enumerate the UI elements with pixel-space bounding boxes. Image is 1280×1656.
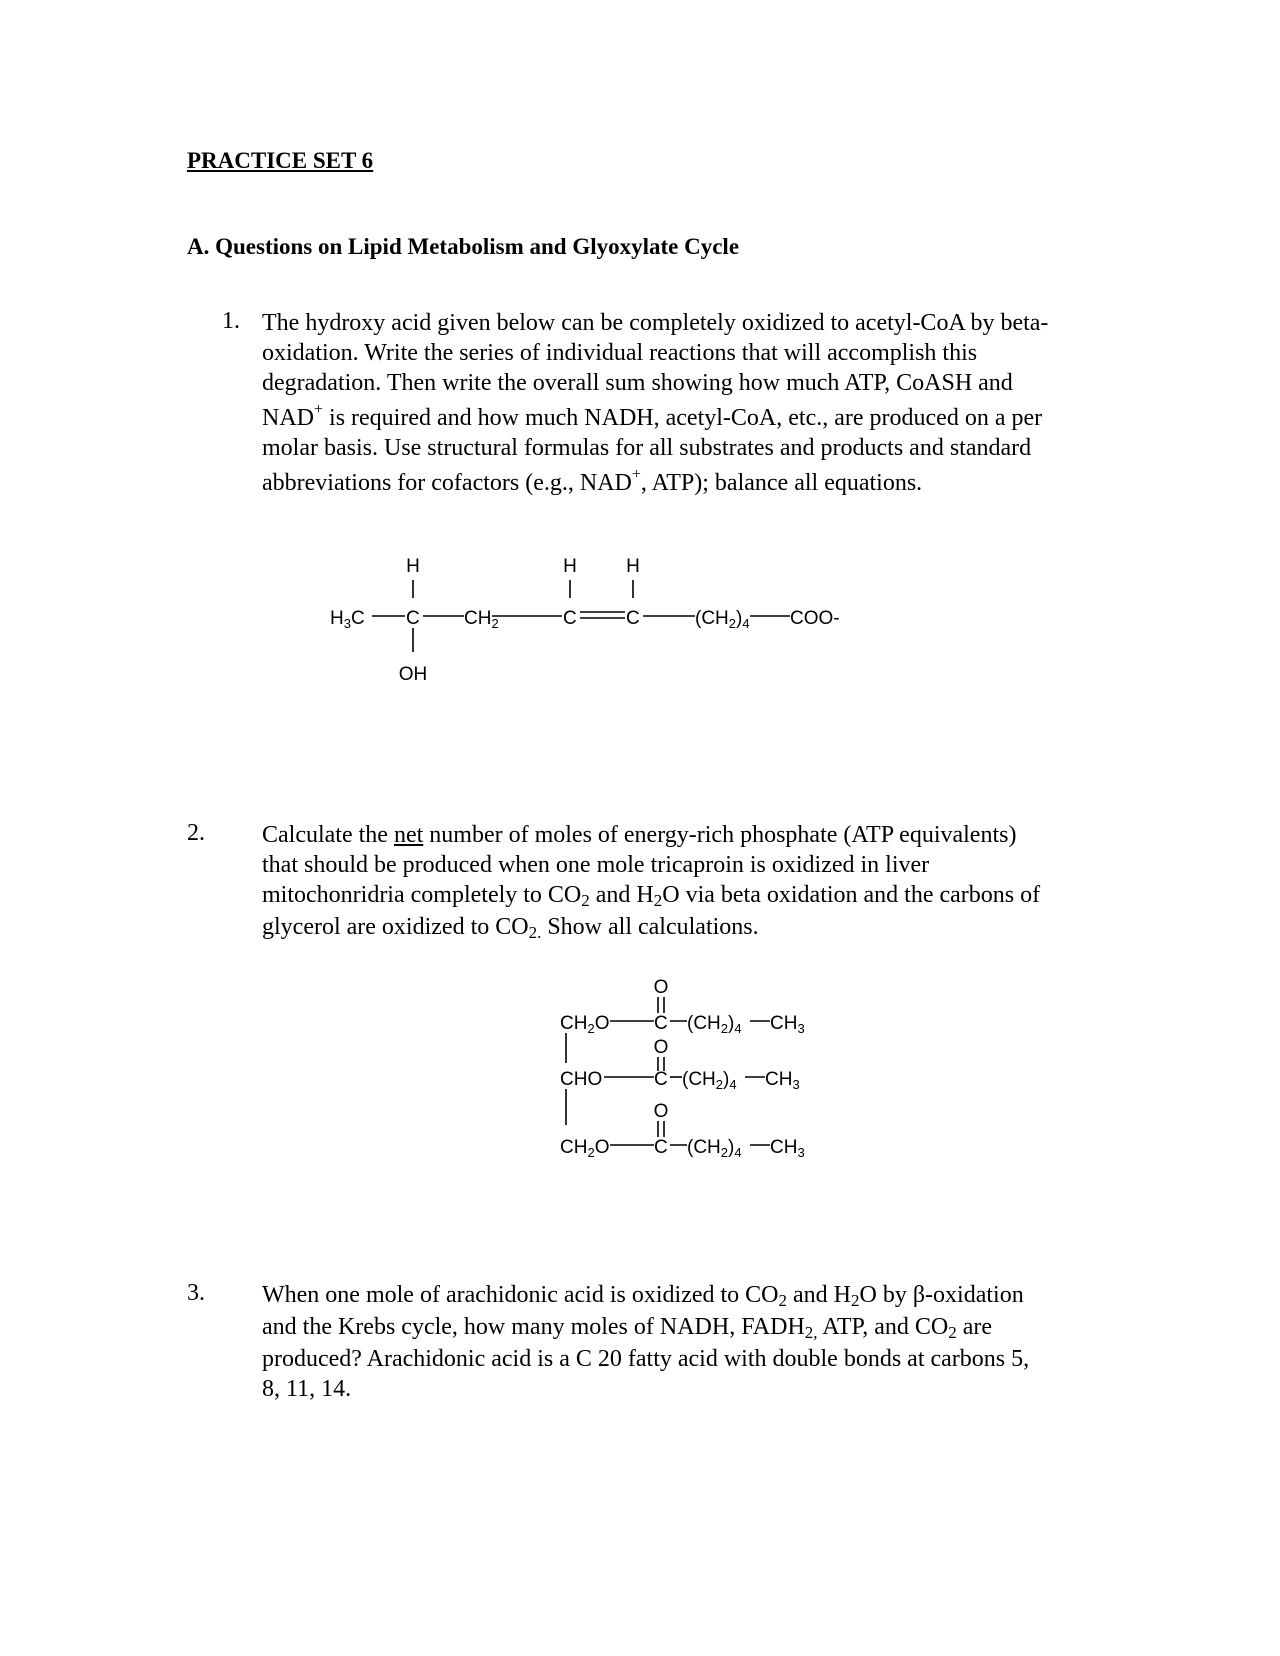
oh-group: OH	[398, 664, 428, 685]
carbonyl-oxygen: O	[653, 1101, 669, 1122]
ch3-group: $CH_3$	[770, 1013, 805, 1036]
question-1-number: 1.	[222, 308, 240, 334]
h-label: H	[626, 556, 640, 577]
h3c-group: $H_3C$	[330, 608, 365, 631]
carbon-3: C	[626, 608, 640, 629]
hydroxy-acid-structure	[300, 550, 900, 710]
h-label: H	[406, 556, 420, 577]
ch2o-group: $CH_2O$	[560, 1013, 610, 1036]
acyl-chain: $(CH_2)_4$	[687, 1137, 742, 1160]
ch2o-group: $CH_2O$	[560, 1137, 610, 1160]
section-heading: A. Questions on Lipid Metabolism and Glyoxylate Cycle	[187, 234, 740, 259]
ch3-group: $CH_3$	[770, 1137, 805, 1160]
carbonyl-oxygen: O	[653, 1037, 669, 1058]
carbonyl-carbon: C	[654, 1137, 668, 1158]
cho-group: CHO	[560, 1069, 603, 1090]
question-2-number: 2.	[187, 820, 205, 846]
page-title: PRACTICE SET 6	[187, 148, 374, 173]
carbonyl-oxygen: O	[653, 977, 669, 998]
tricaproin-structure	[560, 975, 880, 1175]
carbon-2: C	[563, 608, 577, 629]
ch2-group: $CH_2$	[464, 608, 499, 631]
question-2-text: Calculate the net number of moles of energy-rich phosphate (ATP equivalents) that should be produced when one mole tricaproin is oxidized in liver mitochonridria completely to $CO_2$ and $H_2O$ via beta oxidation and the carbons of glycerol are oxidized to $CO_{2.}$ Show all calculations.	[262, 822, 1041, 942]
question-3-number: 3.	[187, 1280, 205, 1306]
question-3-text: When one mole of arachidonic acid is oxidized to $CO_2$ and $H_2O$ by β-oxidation and the Krebs cycle, how many moles of NADH, $FADH_{2,}$ ATP, and $CO_2$ are produced? Arachidonic acid is a C 20 fatty acid with double bonds at carbons 5, 8, 11, 14.	[262, 1282, 1030, 1402]
acyl-chain: $(CH_2)_4$	[687, 1013, 742, 1036]
question-1-text: The hydroxy acid given below can be completely oxidized to acetyl-CoA by beta- oxidation. Write the series of individual reactions that will accomplish this degradation. Then write the overall sum showing how much ATP, CoASH and NAD+ is required and how much NADH, acetyl-CoA, etc., are produced on a per molar basis. Use structural formulas for all substrates and products and standard abbreviations for cofactors (e.g., NAD+, ATP); balance all equations.	[262, 310, 1049, 496]
carbonyl-carbon: C	[654, 1013, 668, 1034]
h-label: H	[563, 556, 577, 577]
ch2-4-group: $(CH_2)_4$	[695, 608, 750, 631]
ch3-group: $CH_3$	[765, 1069, 800, 1092]
carbon-1: C	[406, 608, 420, 629]
carbonyl-carbon: C	[654, 1069, 668, 1090]
coo-group: COO-	[790, 608, 840, 629]
acyl-chain: $(CH_2)_4$	[682, 1069, 737, 1092]
